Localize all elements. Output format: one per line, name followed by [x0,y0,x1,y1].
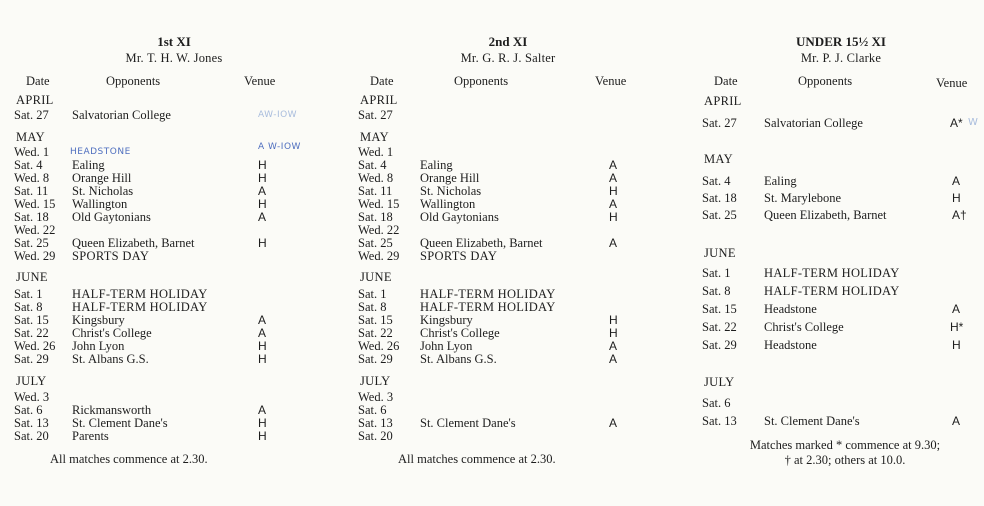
team-master: Mr. T. H. W. Jones [125,51,223,65]
fixture-card: 1st XI Mr. T. H. W. Jones Date Opponents Venue APRIL Sat. 27 Salvatorian College AW-IOW MAY Wed. 1 HEADSTONE A W-IOW Sat. 4 Ealing H Wed. 8 Orange Hill H Sat. 11 St. Nicholas A Wed. 15 Wallington H Sat. 18 Old Gaytonians A Wed. 22 Sat. 25 Queen Elizabeth, Barnet H Wed. 29 SPORTS DAY JUNE Sat. 1 HALF-TERM HOLIDAY Sat. 8 HALF-TERM HOLIDAY Sat. 15 Kingsbury A Sat. 22 Christ's College A Wed. 26 John Lyon H Sat. 29 St. Albans G.S. H JULY Wed. 3 Sat. 6 Rickmansworth A Sat. 13 St. Clement Dane's H Sat. 20 Parents H All matches commence at 2.30. 2nd XI Mr. G. R. J. Salter Date Opponents Venue APRIL Sat. 27 MAY Wed. 1 Sat. 4 Ealing A Wed. 8 Orange Hill A Sat. 11 St. Nicholas H Wed. 15 Wallington A Sat. 18 Old Gaytonians H Wed. 22 Sat. 25 Queen Elizabeth, Barnet A Wed. 29 SPORTS DAY JUNE Sat. 1 HALF-TERM HOLIDAY Sat. 8 HALF-TERM HOLIDAY Sat. 15 Kingsbury H Sat. 22 Christ's College H Wed. 26 John Lyon A Sat. 29 St. Albans G.S. A JULY Wed. 3 Sat. 6 Sat. 13 St. Clement Dane's A Sat. 20 All matches commence at 2.30. UNDER 15½ XI Mr. P. J. Clarke Date Opponents Venue APRIL Sat. 27 Salvatorian College A* W MAY Sat. 4 Ealing A Sat. 18 St. Marylebone H Sat. 25 Queen Elizabeth, Barnet A† JUNE Sat. 1 HALF-TERM HOLIDAY Sat. 8 HALF-TERM HOLIDAY Sat. 15 Headstone A Sat. 22 Christ's College H* Sat. 29 Headstone H JULY Sat. 6 Sat. 13 St. Clement Dane's A Matches marked * commence at 9.30; † at 2.30; others at 10.0. [14,34,979,467]
footer-note-2: † at 2.30; others at 10.0. [784,453,906,467]
month-april: APRIL [360,93,398,107]
month-may: MAY [360,130,389,144]
team-title: 2nd XI [488,34,528,49]
header-date: Date [370,74,394,88]
month-july: JULY [360,374,391,388]
header-opponents: Opponents [454,74,509,88]
header-opponents: Opponents [798,74,853,88]
month-may: MAY [704,152,733,166]
team-title: UNDER 15½ XI [796,34,886,49]
month-april: APRIL [704,94,742,108]
month-june: JUNE [704,246,736,260]
month-june: JUNE [16,270,48,284]
header-opponents: Opponents [106,74,161,88]
month-july: JULY [16,374,47,388]
header-date: Date [26,74,50,88]
team-master: Mr. G. R. J. Salter [460,51,556,65]
handwritten-note: W [968,117,979,128]
month-june: JUNE [360,270,392,284]
footer-note: All matches commence at 2.30. [398,452,556,466]
header-venue: Venue [244,74,276,88]
header-venue: Venue [936,76,968,90]
footer-note-1: Matches marked * commence at 9.30; [749,438,941,452]
handwritten-note: HEADSTONE [70,147,131,157]
header-date: Date [714,74,738,88]
handwritten-note: AW-IOW [258,110,298,120]
month-may: MAY [16,130,45,144]
handwritten-note: A W-IOW [258,142,301,152]
header-venue: Venue [595,74,627,88]
month-april: APRIL [16,93,54,107]
month-july: JULY [704,375,735,389]
team-title: 1st XI [157,34,191,49]
footer-note: All matches commence at 2.30. [50,452,208,466]
team-master: Mr. P. J. Clarke [800,51,882,65]
